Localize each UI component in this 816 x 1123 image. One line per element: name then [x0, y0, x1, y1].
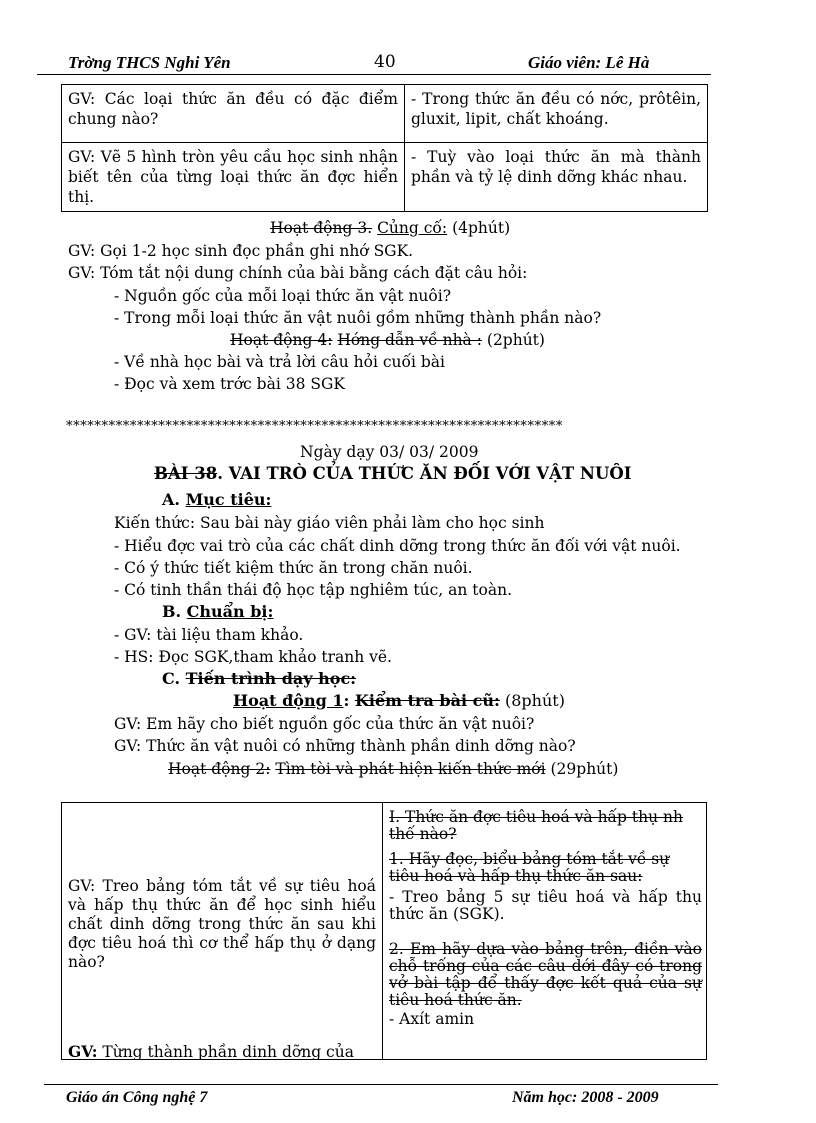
activity-3-label: Hoạt động 3. — [270, 219, 373, 237]
activity-3-bullet: - Trong mỗi loại thức ăn vật nuôi gồm những thành phần nào? — [114, 309, 602, 327]
prep-line: - GV: tài liệu tham khảo. — [114, 626, 304, 644]
separator-stars: ********************************************************************** — [66, 419, 563, 434]
activity-3-line: GV: Tóm tắt nội dung chính của bài bằng cách đặt câu hỏi: — [68, 264, 528, 282]
section-c-title: Tiến trình dạy học: — [185, 669, 357, 688]
activity-1-time: (8phút) — [504, 691, 565, 710]
lesson-date: Ngày dạy 03/ 03/ 2009 — [300, 443, 479, 461]
table-2-left-question: GV: Treo bảng tóm tắt về sự tiêu hoá và hấp thụ thức ăn để học sinh hiểu chất dinh dỡng trong thức ăn sau khi đợc tiêu hoá thì cơ thể hấp thụ ở dạng nào? — [68, 877, 376, 971]
section-b-prefix: B. — [162, 602, 182, 621]
section-b-heading — [162, 601, 273, 623]
activity-3-name: Củng cố: — [377, 219, 448, 237]
activity-2-time: (29phút) — [550, 760, 619, 778]
table-row — [62, 85, 708, 143]
activity-4-time: (2phút) — [486, 331, 545, 349]
objective-line: Kiến thức: Sau bài này giáo viên phải làm cho học sinh — [114, 514, 545, 532]
section-a-heading — [162, 489, 271, 511]
activity-2-label: Hoạt động 2: — [168, 760, 271, 778]
header-rule — [37, 74, 711, 75]
activity-1-name: Kiểm tra bài cũ: — [354, 691, 500, 710]
activity-2-name: Tìm tòi và phát hiện kiến thức mới — [275, 760, 546, 778]
table-2-left-bottom-label: GV: — [68, 1042, 98, 1060]
lesson-title-text: . VAI TRÒ CỦA THỨC ĂN ĐỐI VỚI VẬT NUÔI — [217, 464, 632, 483]
table-row — [62, 143, 708, 212]
table-cell-right: - Tuỳ vào loại thức ăn mà thành phần và tỷ lệ dinh dỡng khác nhau. — [405, 143, 708, 212]
header-school: Trờng THCS Nghi Yên — [68, 53, 231, 72]
header-teacher: Giáo viên: Lê Hà — [528, 53, 650, 72]
activity-4-heading — [230, 329, 545, 351]
activity-1-question: GV: Em hãy cho biết nguồn gốc của thức ăn vật nuôi? — [114, 715, 535, 733]
activity-1-label: Hoạt động 1 — [233, 691, 344, 710]
objective-line: - Có ý thức tiết kiệm thức ăn trong chăn nuôi. — [114, 559, 473, 577]
activity-3-heading — [270, 217, 510, 239]
activity-3-time: (4phút) — [452, 219, 511, 237]
activity-4-bullet: - Đọc và xem trớc bài 38 SGK — [114, 375, 345, 393]
table-2-right-heading: I. Thức ăn đợc tiêu hoá và hấp thụ nh thế nào? — [389, 808, 683, 843]
footer-left: Giáo án Công nghệ 7 — [66, 1089, 208, 1106]
table-cell-left: GV: Các loại thức ăn đều có đặc điểm chung nào? — [62, 85, 405, 143]
section-c-heading — [162, 668, 356, 690]
table-2-divider — [382, 803, 383, 1059]
table-cell-left: GV: Vẽ 5 hình tròn yêu cầu học sinh nhận biết tên của từng loại thức ăn đợc hiển thị. — [62, 143, 405, 212]
section-a-title: Mục tiêu: — [185, 490, 272, 509]
table-2-left-bottom-text: Từng thành phần dinh dỡng của — [102, 1043, 354, 1060]
footer-right: Năm học: 2008 - 2009 — [512, 1089, 659, 1106]
activity-2-heading — [168, 758, 618, 780]
activity-3-line: GV: Gọi 1-2 học sinh đọc phần ghi nhớ SGK. — [68, 242, 414, 260]
table-2-right-col — [389, 809, 702, 1028]
table-2-right-task: 2. Em hãy dựa vào bảng trên, điền vào chỗ trống của các câu dới đây có trong vở bài tập để thấy đợc kết quả của sự tiêu hoá thức ăn. — [389, 940, 702, 1009]
section-b-title: Chuẩn bị: — [186, 602, 274, 621]
activity-4-name: Hớng dẫn về nhà : — [337, 331, 482, 349]
objective-line: - Có tinh thần thái độ học tập nghiêm túc, an toàn. — [114, 581, 512, 599]
lesson-title-label: BÀI 38 — [154, 464, 218, 483]
section-c-prefix: C. — [162, 669, 181, 688]
activity-4-label: Hoạt động 4: — [230, 331, 333, 349]
table-2 — [61, 802, 707, 1060]
table-1 — [61, 84, 708, 212]
table-2-right-instruction: 1. Hãy đọc, biểu bảng tóm tắt về sự tiêu hoá và hấp thụ thức ăn sau: — [389, 850, 670, 885]
activity-4-bullet: - Về nhà học bài và trả lời câu hỏi cuối bài — [114, 353, 446, 371]
lesson-title — [154, 464, 631, 483]
activity-1-heading: Hoạt động 1: Kiểm tra bài cũ: (8phút) — [233, 691, 565, 710]
table-2-right-answer: - Axít amin — [389, 1010, 475, 1028]
prep-line: - HS: Đọc SGK,tham khảo tranh vẽ. — [114, 648, 392, 666]
section-a-prefix: A. — [162, 490, 180, 509]
table-2-left-bottom — [68, 1042, 376, 1060]
footer-rule — [44, 1084, 718, 1085]
objective-line: - Hiểu đợc vai trò của các chất dinh dỡng trong thức ăn đối với vật nuôi. — [114, 537, 681, 555]
table-2-right-item: - Treo bảng 5 sự tiêu hoá và hấp thụ thức ăn (SGK). — [389, 888, 702, 923]
activity-1-question: GV: Thức ăn vật nuôi có những thành phần dinh dỡng nào? — [114, 737, 576, 755]
activity-3-bullet: - Nguồn gốc của mỗi loại thức ăn vật nuôi? — [114, 287, 452, 305]
page-number: 40 — [374, 52, 396, 72]
table-cell-right: - Trong thức ăn đều có nớc, prôtêin, gluxit, lipit, chất khoáng. — [405, 85, 708, 143]
